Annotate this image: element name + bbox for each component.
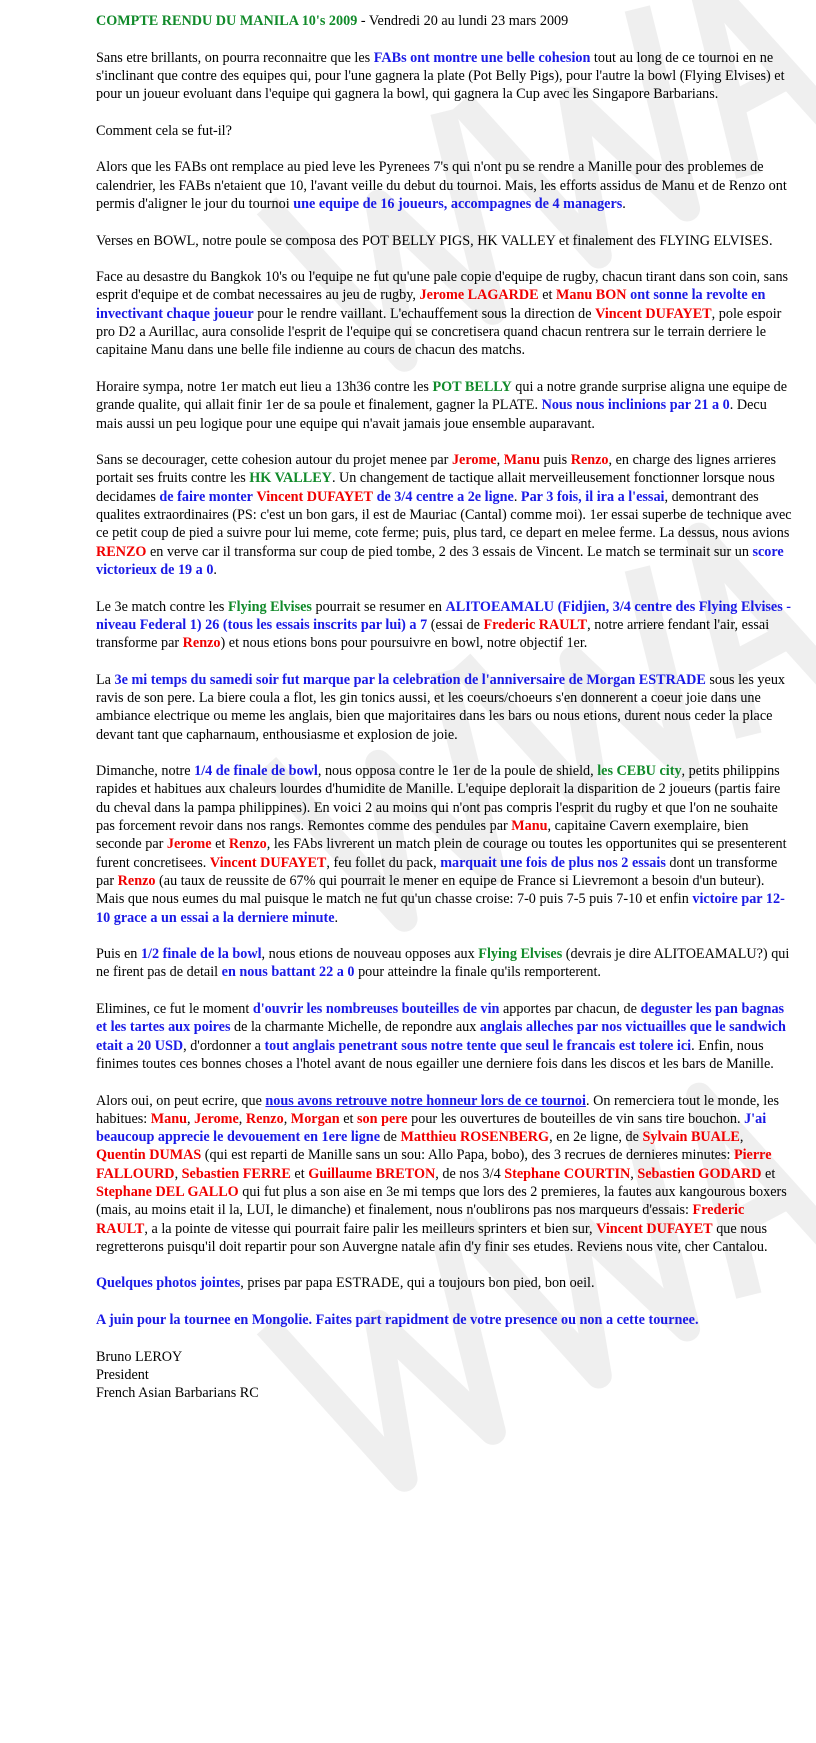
report-document bbox=[96, 12, 792, 1403]
highlight-text: Frederic RAULT bbox=[483, 616, 588, 633]
highlight-text: Nous nous inclinions par 21 a 0 bbox=[541, 397, 730, 414]
highlight-text: Vincent DUFAYET bbox=[209, 854, 327, 871]
highlight-text: Vincent DUFAYET bbox=[596, 1220, 713, 1237]
highlight-text: une equipe de 16 joueurs, accompagnes de 4 managers bbox=[293, 195, 623, 212]
highlight-text: ALITOEAMALU (Fidjien, 3/4 centre des Flying Elvises - niveau Federal 1) 26 (tous les essais inscrits par lui) a 7 bbox=[96, 598, 791, 633]
paragraph-third-half: La 3e mi temps du samedi soir fut marque par la celebration de l'anniversaire de Morgan ESTRADE sous les yeux ravis de son pere. La biere coula a flot, les gin tonics aussi, et les coeurs/choeurs s'en donnerent a coeur joie dans une ambiance electrique ou meme les anglais, bien que majoritaires dans les bars ou nous etions, durent nous ceder la place devant tant que capharnaum, enthousiasme et explosion de joie. bbox=[96, 671, 786, 743]
highlight-text: Manu bbox=[511, 818, 548, 835]
paragraph-quarter-final: Dimanche, notre 1/4 de finale de bowl, nous opposa contre le 1er de la poule de shield, les CEBU city, petits philippins rapides et habitues aux chaleurs lourdes d'humidite de Manille. L'equipe deplorait la disparition de 2 joueurs (partis faire du cheval dans la pampa philippines). En voici 2 au moins qui n'ont pas compris l'esprit du rugby et que l'on ne souhaite pas forcement revoir dans nos rangs. Remontes comme des pendules par Manu, capitaine Cavern exemplaire, bien seconde par Jerome et Renzo, les FAbs livrerent un match plein de courage ou toutes les opportunites qui se presenterent furent concretisees. Vincent DUFAYET, feu follet du pack, marquait une fois de plus nos 2 essais dont un transforme par Renzo (au taux de reussite de 67% qui pourrait le mener en equipe de France si Lievremont a besoin d'un buteur). Mais que nous eumes du mal puisque le match ne fut qu'un chasse croise: 7-0 puis 7-5 puis 7-10 et enfin victoire par 12-10 grace a un essai a la derniere minute. bbox=[96, 763, 787, 926]
highlight-text: nous avons retrouve notre honneur lors de ce tournoi bbox=[265, 1092, 586, 1109]
highlight-text: Sebastien GODARD bbox=[637, 1165, 762, 1182]
highlight-text: Renzo bbox=[228, 836, 267, 853]
highlight-text: Flying Elvises bbox=[227, 598, 312, 615]
highlight-text: Morgan bbox=[290, 1110, 340, 1127]
highlight-text: Manu bbox=[150, 1110, 188, 1127]
paragraph-mongolia bbox=[96, 1311, 792, 1329]
highlight-text: les CEBU city bbox=[597, 763, 682, 780]
highlight-text: Jerome LAGARDE bbox=[419, 287, 539, 304]
highlight-text: Quentin DUMAS bbox=[96, 1147, 202, 1164]
highlight-text: Stephane DEL GALLO bbox=[96, 1184, 239, 1200]
highlight-text: 1/2 finale de la bowl bbox=[140, 946, 262, 963]
highlight-text: Quelques photos jointes bbox=[96, 1275, 241, 1292]
highlight-text: Matthieu ROSENBERG bbox=[400, 1129, 550, 1146]
highlight-text: victoire par 12-10 grace a un essai a la derniere minute bbox=[96, 891, 785, 926]
highlight-text: Sylvain BUALE bbox=[642, 1129, 740, 1146]
highlight-text: Pierre FALLOURD bbox=[96, 1147, 772, 1182]
signature-org: French Asian Barbarians RC bbox=[96, 1385, 259, 1402]
report-header bbox=[96, 12, 792, 30]
paragraph-team-formation: Alors que les FABs ont remplace au pied leve les Pyrenees 7's qui n'ont pu se rendre a Manille pour des problemes de calendrier, les FABs n'etaient que 10, l'avant veille du debut du tournoi. Mais, les efforts assidus de Manu et de Renzo ont permis d'aligner le jour du tournoi une equipe de 16 joueurs, accompagnes de 4 managers. bbox=[96, 159, 787, 212]
highlight-text: tout anglais penetrant sous notre tente que seul le francais est tolere ici bbox=[264, 1037, 692, 1054]
highlight-text: 1/4 de finale de bowl bbox=[194, 763, 318, 780]
highlight-text: POT BELLY bbox=[432, 378, 512, 395]
highlight-text: Sebastien FERRE bbox=[181, 1165, 291, 1182]
highlight-text: Renzo bbox=[182, 635, 221, 652]
highlight-text: Jerome bbox=[194, 1110, 239, 1127]
highlight-text: Renzo bbox=[117, 872, 156, 889]
highlight-text: d'ouvrir les nombreuses bouteilles de vin bbox=[252, 1001, 500, 1018]
highlight-text: J'ai beaucoup apprecie le devouement en 1ere ligne bbox=[96, 1110, 767, 1146]
paragraph-match-flying-elvises: Le 3e match contre les Flying Elvises pourrait se resumer en ALITOEAMALU (Fidjien, 3/4 centre des Flying Elvises - niveau Federal 1) 26 (tous les essais inscrits par lui) a 7 (essai de Frederic RAULT, notre arriere fendant l'air, essai transforme par Renzo) et nous etions bons pour poursuivre en bowl, notre objectif 1er. bbox=[96, 598, 791, 652]
highlight-text: en nous battant 22 a 0 bbox=[221, 964, 355, 981]
highlight-text: son pere bbox=[357, 1110, 408, 1127]
paragraph-pool: Verses en BOWL, notre poule se composa des POT BELLY PIGS, HK VALLEY et finalement des FLYING ELVISES. bbox=[96, 232, 773, 249]
highlight-text: Flying Elvises bbox=[478, 946, 563, 963]
highlight-text: Stephane COURTIN bbox=[504, 1165, 631, 1182]
paragraph-match-hk-valley: Sans se decourager, cette cohesion autour du projet menee par Jerome, Manu puis Renzo, en charge des lignes arrieres portait ses fruits contre les HK VALLEY. Un changement de tactique allait merveilleusement fonctionner lorsque nous decidames de faire monter Vincent DUFAYET de 3/4 centre a 2e ligne. Par 3 fois, il ira a l'essai, demontrant des qualites extraordinaires (PS: c'est un bon gars, il est de Mauriac (Cantal) comme moi). 1er essai superbe de technique avec ce petit coup de pied a suivre pour lui meme, cote ferme; puis, plus tard, ce depart en melee ferme. La dessus, nous avions RENZO en verve car il transforma sur coup de pied tombe, 2 des 3 essais de Vincent. Le match se terminait sur un score victorieux de 19 a 0. bbox=[96, 452, 792, 578]
paragraph-intro: Sans etre brillants, on pourra reconnaitre que les FABs ont montre une belle cohesion tout au long de ce tournoi en ne s'inclinant que contre des equipes qui, pour l'une gagnera la plate (Pot Belly Pigs), pour l'autre la bowl (Flying Elvises) et pour un joueur evoluant dans l'equipe qui gagnera la bowl, qui gagnera la Cup avec les Singapore Barbarians. bbox=[96, 49, 785, 103]
paragraph-match-pot-belly: Horaire sympa, notre 1er match eut lieu a 13h36 contre les POT BELLY qui a notre grande surprise aligna une equipe de grande qualite, qui allait finir 1er de sa poule et finalement, gagner la PLATE. Nous nous inclinions par 21 a 0. Decu mais aussi un peu logique pour une equipe qui n'avait jamais joue ensemble auparavant. bbox=[96, 378, 788, 432]
highlight-text: de 3/4 centre a 2e ligne bbox=[376, 488, 514, 505]
signature-block bbox=[96, 1348, 792, 1403]
highlight-text: Frederic RAULT bbox=[96, 1202, 745, 1237]
highlight-text: marquait une fois de plus nos 2 essais bbox=[440, 854, 666, 871]
highlight-text: Jerome bbox=[451, 452, 497, 469]
paragraph-photos: Quelques photos jointes, prises par papa ESTRADE, qui a toujours bon pied, bon oeil. bbox=[96, 1275, 595, 1292]
highlight-text: FABs ont montre une belle cohesion bbox=[373, 49, 591, 66]
highlight-text: anglais alleches par nos victuailles que le sandwich etait a 20 USD bbox=[96, 1019, 786, 1054]
highlight-text: deguster les pan bagnas et les tartes aux poires bbox=[96, 1001, 785, 1036]
highlight-text: Manu BON bbox=[555, 287, 627, 304]
signature-name: Bruno LEROY bbox=[96, 1348, 183, 1365]
paragraph-celebration: Elimines, ce fut le moment d'ouvrir les nombreuses bouteilles de vin apportes par chacun, de deguster les pan bagnas et les tartes aux poires de la charmante Michelle, de repondre aux anglais alleches par nos victuailles que le sandwich etait a 20 USD, d'ordonner a tout anglais penetrant sous notre tente que seul le francais est tolere ici. Enfin, nous finimes toutes ces bonnes choses a l'hotel avant de nous egailler une derniere fois dans les discos et les bars de Manille. bbox=[96, 1001, 786, 1072]
highlight-text: Guillaume BRETON bbox=[308, 1165, 436, 1182]
paragraph-semi-final: Puis en 1/2 finale de la bowl, nous etions de nouveau opposes aux Flying Elvises (devrais je dire ALITOEAMALU?) qui ne firent pas de detail en nous battant 22 a 0 pour atteindre la finale qu'ils remporterent. bbox=[96, 946, 790, 981]
highlight-text: RENZO bbox=[96, 543, 147, 560]
highlight-text: de faire monter bbox=[159, 488, 253, 505]
paragraph-thanks: Alors oui, on peut ecrire, que nous avons retrouve notre honneur lors de ce tournoi. On remerciera tout le monde, les habitues: Manu, Jerome, Renzo, Morgan et son pere pour les ouvertures de bouteilles de vin sans tire bouchon. J'ai beaucoup apprecie le devouement en 1ere ligne de Matthieu ROSENBERG, en 2e ligne, de Sylvain BUALE, Quentin DUMAS (qui est reparti de Manille sans un sou: Allo Papa, bobo), des 3 recrues de dernieres minutes: Pierre FALLOURD, Sebastien FERRE et Guillaume BRETON, de nos 3/4 Stephane COURTIN, Sebastien GODARD et Stephane DEL GALLO qui fut plus a son aise en 3e mi temps que lors des 2 premieres, la fautes aux kangourous boxers (mais, au moins etait il la, LUI, le dimanche) et finalement, nous n'oublirons pas nos marqueurs d'essais: Frederic RAULT, a la pointe de vitesse qui pourrait faire palir les meilleurs sprinters et bien sur, Vincent DUFAYET que nous regretterons puisqu'il doit repartir pour son Auvergne natale afin d'y finir ses etudes. Reviens nous vite, cher Cantalou. bbox=[96, 1092, 787, 1255]
paragraph-revolt: Face au desastre du Bangkok 10's ou l'equipe ne fut qu'une pale copie d'equipe de rugby, chacun tirant dans son coin, sans esprit d'equipe et de combat necessaires au jeu de rugby, Jerome LAGARDE et Manu BON ont sonne la revolte en invectivant chaque joueur pour le rendre vaillant. L'echauffement sous la direction de Vincent DUFAYET, pole espoir pro D2 a Aurillac, aura consolide l'esprit de l'equipe qui se concretisera quand chacun rentrera sur le terrain derriere le capitaine Manu dans une belle file indienne au cours de chacun des matchs. bbox=[96, 269, 789, 359]
highlight-text: 3e mi temps du samedi soir fut marque par la celebration de l'anniversaire de Morgan ESTRADE bbox=[114, 671, 706, 688]
paragraph-question: Comment cela se fut-il? bbox=[96, 122, 232, 139]
highlight-text: Vincent DUFAYET bbox=[256, 488, 374, 505]
signature-role: President bbox=[96, 1366, 149, 1383]
highlight-text: Jerome bbox=[166, 836, 212, 853]
highlight-text: HK VALLEY bbox=[249, 470, 332, 487]
highlight-text: Vincent DUFAYET bbox=[595, 305, 712, 322]
highlight-text: Renzo bbox=[245, 1110, 284, 1127]
highlight-text: A juin pour la tournee en Mongolie. Faites part rapidment de votre presence ou non a cette tournee. bbox=[96, 1312, 699, 1329]
highlight-text: Renzo bbox=[570, 452, 609, 469]
report-dates: - Vendredi 20 au lundi 23 mars 2009 bbox=[357, 13, 569, 29]
highlight-text: ont sonne la revolte en invectivant chaque joueur bbox=[96, 287, 766, 322]
highlight-text: score victorieux de 19 a 0 bbox=[96, 543, 784, 578]
report-title: COMPTE RENDU DU MANILA 10's 2009 bbox=[96, 13, 358, 29]
highlight-text: Manu bbox=[503, 452, 540, 469]
highlight-text: Par 3 fois, il ira a l'essai bbox=[520, 488, 665, 505]
